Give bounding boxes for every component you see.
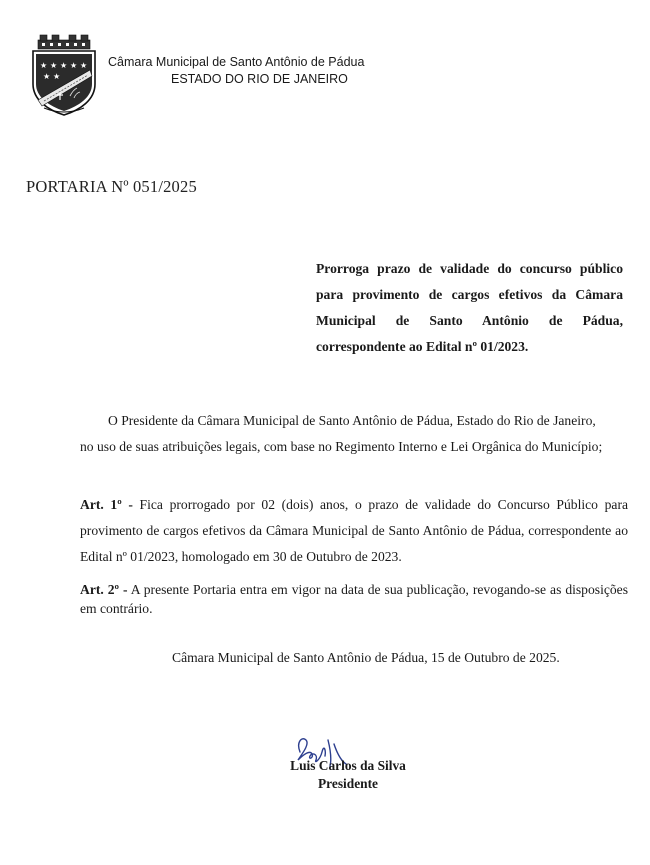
signer-role: Presidente — [318, 776, 378, 791]
signer-name: Luis Carlos da Silva — [290, 758, 406, 773]
article-2-label: Art. 2º - — [80, 582, 128, 597]
article-2 — [80, 580, 628, 618]
svg-text:★: ★ — [70, 61, 78, 70]
svg-text:★: ★ — [53, 72, 61, 81]
document-title: PORTARIA Nº 051/2025 — [26, 177, 197, 196]
closing-line: Câmara Municipal de Santo Antônio de Pádua, 15 de Outubro de 2025. — [172, 650, 560, 665]
article-1 — [80, 492, 628, 570]
article-2-text: A presente Portaria entra em vigor na data de sua publicação, revogando-se as disposições em contrário. — [80, 582, 628, 616]
letterhead — [108, 54, 364, 88]
state-name: ESTADO DO RIO DE JANEIRO — [171, 72, 348, 86]
svg-text:★: ★ — [80, 61, 88, 70]
coat-of-arms-icon — [30, 34, 98, 116]
preamble — [80, 408, 625, 460]
institution-name: Câmara Municipal de Santo Antônio de Pádua — [108, 55, 365, 69]
preamble-line-2: no uso de suas atribuições legais, com base no Regimento Interno e Lei Orgânica do Município; — [80, 439, 603, 454]
article-1-text: Fica prorrogado por 02 (dois) anos, o prazo de validade do Concurso Público para provimento de cargos efetivos da Câmara Municipal de Santo Antônio de Pádua, correspondente ao Edital nº 01/2023, homologado em 30 de Outubro de 2023. — [80, 497, 628, 564]
svg-text:★: ★ — [50, 61, 58, 70]
svg-text:★: ★ — [43, 72, 51, 81]
preamble-line-1: O Presidente da Câmara Municipal de Santo Antônio de Pádua, Estado do Rio de Janeiro, — [108, 413, 596, 428]
signatory — [285, 757, 411, 793]
article-1-label: Art. 1º - — [80, 497, 133, 512]
document-summary: Prorroga prazo de validade do concurso público para provimento de cargos efetivos da Câmara Municipal de Santo Antônio de Pádua, correspondente ao Edital nº 01/2023. — [316, 261, 623, 354]
svg-text:★: ★ — [40, 61, 48, 70]
svg-text:★: ★ — [60, 61, 68, 70]
